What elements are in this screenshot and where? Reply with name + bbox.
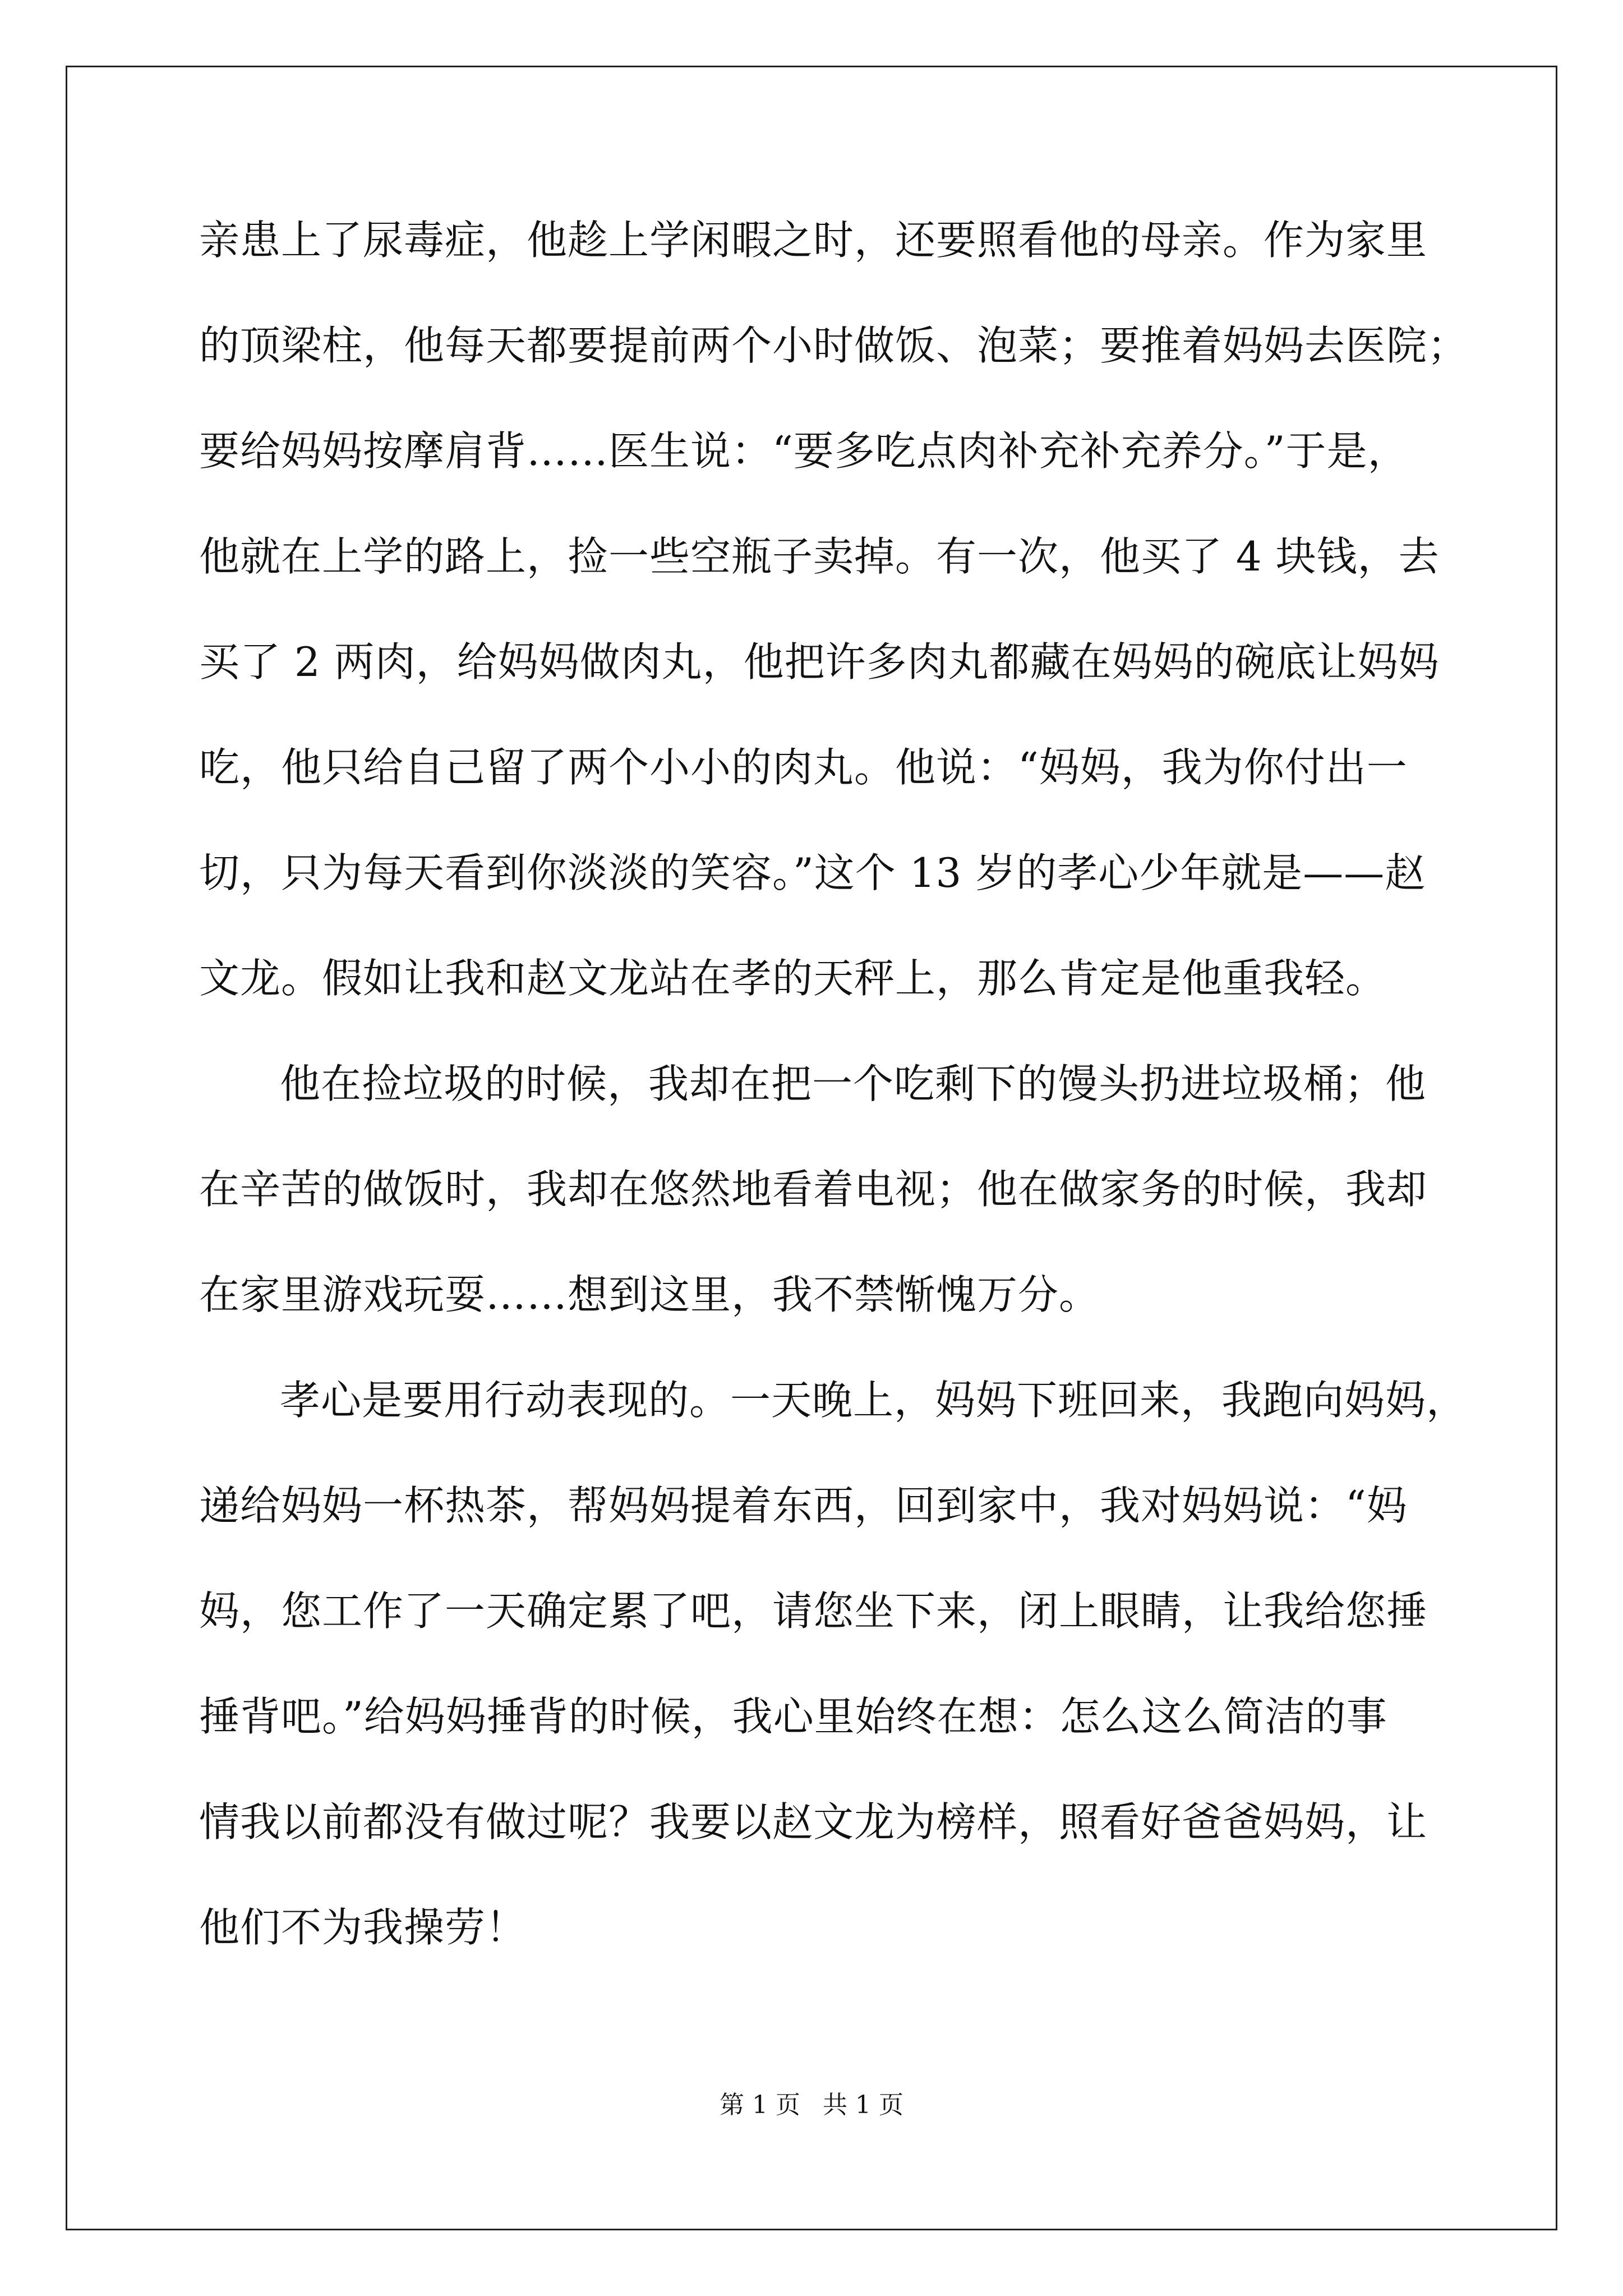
text-line: 吃，他只给自己留了两个小小的肉丸。他说：“妈妈，我为你付出一 [199, 744, 1408, 791]
page-total: 共 1 页 [823, 2091, 903, 2119]
text-line: 他就在上学的路上，捡一些空瓶子卖掉。有一次，他买了 4 块钱，去 [199, 533, 1440, 580]
text-line: 妈，您工作了一天确定累了吧，请您坐下来，闭上眼睛，让我给您捶 [199, 1588, 1428, 1635]
text-line: 递给妈妈一杯热茶，帮妈妈提着东西，回到家中，我对妈妈说：“妈 [199, 1482, 1408, 1529]
document-body [199, 213, 1469, 2006]
text-line: 在家里游戏玩耍……想到这里，我不禁惭愧万分。 [199, 1271, 1100, 1318]
text-line: 要给妈妈按摩肩背……医生说：“要多吃点肉补充补充养分。”于是， [199, 427, 1409, 475]
paragraph-start-line: 孝心是要用行动表现的。一天晚上，妈妈下班回来，我跑向妈妈， [280, 1377, 1468, 1424]
page-number: 第 1 页 [720, 2091, 800, 2119]
text-line: 情我以前都没有做过呢？我要以赵文龙为榜样，照看好爸爸妈妈，让 [199, 1798, 1428, 1846]
text-line: 买了 2 两肉，给妈妈做肉丸，他把许多肉丸都藏在妈妈的碗底让妈妈 [199, 638, 1440, 685]
page-footer [0, 2090, 1623, 2121]
paragraph-start-line: 他在捡垃圾的时候，我却在把一个吃剩下的馒头扔进垃圾桶；他 [280, 1060, 1427, 1107]
text-line: 亲患上了尿毒症，他趁上学闲暇之时，还要照看他的母亲。作为家里 [199, 217, 1428, 264]
text-line: 捶背吧。”给妈妈捶背的时候，我心里始终在想：怎么这么简洁的事 [199, 1693, 1387, 1740]
text-line: 的顶梁柱，他每天都要提前两个小时做饭、泡菜；要推着妈妈去医院； [199, 322, 1469, 369]
text-line: 在辛苦的做饭时，我却在悠然地看着电视；他在做家务的时候，我却 [199, 1166, 1428, 1213]
text-line: 他们不为我操劳！ [199, 1904, 527, 1951]
text-line: 文龙。假如让我和赵文龙站在孝的天秤上，那么肯定是他重我轻。 [199, 955, 1387, 1002]
text-line: 切，只为每天看到你淡淡的笑容。”这个 13 岁的孝心少年就是——赵 [199, 849, 1426, 896]
